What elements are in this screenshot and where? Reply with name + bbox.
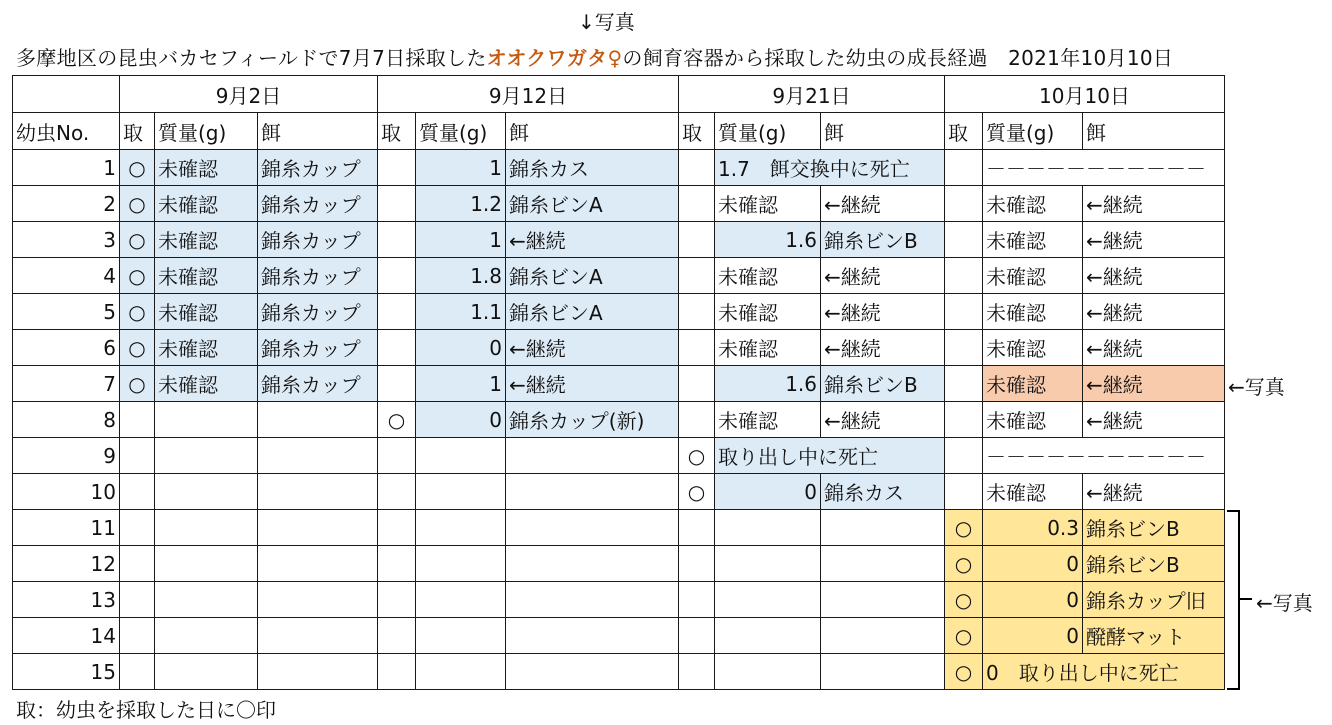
feed-cell: 錦糸カップ(新) [506,402,679,438]
larva-no-cell: 7 [13,366,120,402]
feed-cell: ←継続 [1083,330,1225,366]
larva-no-cell: 1 [13,150,120,186]
date-header: 10月10日 [945,76,1225,113]
mass-cell: 0 [416,330,506,366]
take-mark-cell [679,186,715,222]
header-mass: 質量(g) [715,113,821,150]
title-suffix: の飼育容器から採取した幼虫の成長経過 2021年10月10日 [622,46,1174,70]
feed-cell: 錦糸カップ [258,222,378,258]
feed-cell: ←継続 [821,258,945,294]
mass-cell: 未確認 [155,294,258,330]
take-mark-cell [378,510,416,546]
header-blank [13,76,120,113]
feed-cell: 錦糸カップ [258,186,378,222]
feed-cell: 錦糸ビンB [821,222,945,258]
mass-cell: 0 [983,618,1083,654]
mass-cell: 未確認 [983,402,1083,438]
feed-cell [258,474,378,510]
take-mark-cell [378,258,416,294]
take-mark-cell [679,546,715,582]
take-mark-cell: ○ [120,186,155,222]
feed-cell: 錦糸カップ [258,150,378,186]
take-mark-cell [378,150,416,186]
take-mark-cell [945,150,983,186]
take-mark-cell: ○ [679,438,715,474]
feed-cell [821,654,945,690]
feed-cell: 錦糸ビンB [821,366,945,402]
feed-cell: ←継続 [821,186,945,222]
mass-cell [715,546,821,582]
mass-cell [416,438,506,474]
take-mark-cell: ○ [120,150,155,186]
table-row [13,546,1225,582]
feed-cell: 錦糸ビンA [506,258,679,294]
take-mark-cell [679,258,715,294]
take-mark-cell [679,366,715,402]
title-prefix: 多摩地区の昆虫バカセフィールドで7月7日採取した [16,46,487,70]
take-mark-cell [679,582,715,618]
table-row [13,186,1225,222]
table-row [13,654,1225,690]
mass-cell: 1.6 [715,366,821,402]
mass-cell [416,618,506,654]
take-mark-cell: ○ [945,618,983,654]
header-mass: 質量(g) [983,113,1083,150]
column-header-row [13,113,1225,150]
larva-no-cell: 14 [13,618,120,654]
take-mark-cell [120,510,155,546]
take-mark-cell: ○ [378,402,416,438]
table-row [13,222,1225,258]
mass-cell: 未確認 [983,294,1083,330]
feed-cell: 錦糸カップ [258,330,378,366]
take-mark-cell [679,618,715,654]
mass-cell: 0 [983,582,1083,618]
mass-cell: 未確認 [155,150,258,186]
mass-cell: 未確認 [983,366,1083,402]
mass-cell: 1 [416,366,506,402]
table-row [13,150,1225,186]
mass-cell [155,546,258,582]
take-mark-cell [378,222,416,258]
header-feed: 餌 [821,113,945,150]
take-mark-cell [679,150,715,186]
feed-cell: 醗酵マット [1083,618,1225,654]
mass-cell: 未確認 [983,186,1083,222]
mass-cell: 0 [983,546,1083,582]
take-mark-cell: ○ [945,582,983,618]
photo-note-row7: ←写真 [1228,375,1285,399]
mass-cell: 1.8 [416,258,506,294]
date-header: 9月2日 [120,76,378,113]
take-mark-cell [378,186,416,222]
feed-cell [506,654,679,690]
note-cell: 取り出し中に死亡 [715,438,945,474]
table-row [13,330,1225,366]
mass-cell: 1 [416,222,506,258]
note-cell: 1.7 餌交換中に死亡 [715,150,945,186]
take-mark-cell: ○ [120,366,155,402]
table-row [13,510,1225,546]
take-mark-cell [945,186,983,222]
take-mark-cell [945,438,983,474]
feed-cell: ←継続 [506,366,679,402]
take-mark-cell [945,474,983,510]
take-mark-cell [378,546,416,582]
take-mark-cell [120,474,155,510]
feed-cell: ←継続 [1083,258,1225,294]
mass-cell: 未確認 [715,330,821,366]
mass-cell: 0 [416,402,506,438]
mass-cell [715,582,821,618]
feed-cell: ←継続 [821,330,945,366]
take-mark-cell: ○ [120,294,155,330]
table-row [13,366,1225,402]
mass-cell [155,582,258,618]
feed-cell: 錦糸ビンA [506,186,679,222]
table-row [13,258,1225,294]
table-row [13,618,1225,654]
take-mark-cell [945,258,983,294]
mass-cell [155,618,258,654]
mass-cell: 未確認 [983,330,1083,366]
take-mark-cell [679,402,715,438]
feed-cell [506,438,679,474]
feed-cell: ←継続 [1083,474,1225,510]
feed-cell: 錦糸ビンB [1083,510,1225,546]
larva-no-cell: 6 [13,330,120,366]
mass-cell: 0 [715,474,821,510]
footnote: 取：幼虫を採取した日に〇印 [16,698,276,722]
note-cell: 0 取り出し中に死亡 [983,654,1225,690]
take-mark-cell [378,438,416,474]
mass-cell: 1 [416,150,506,186]
feed-cell: ←継続 [506,330,679,366]
larva-no-cell: 5 [13,294,120,330]
larva-no-cell: 8 [13,402,120,438]
mass-cell: 未確認 [155,186,258,222]
mass-cell [416,510,506,546]
mass-cell: 未確認 [155,222,258,258]
mass-cell [715,510,821,546]
take-mark-cell [679,330,715,366]
feed-cell [821,510,945,546]
feed-cell: ←継続 [1083,222,1225,258]
header-larva-no: 幼虫No. [13,113,120,150]
larva-no-cell: 12 [13,546,120,582]
take-mark-cell [945,330,983,366]
mass-cell: 未確認 [155,258,258,294]
feed-cell [258,402,378,438]
take-mark-cell [945,222,983,258]
header-take: 取 [378,113,416,150]
mass-cell: 未確認 [715,258,821,294]
photo-note-bottom: ←写真 [1256,591,1313,615]
feed-cell [506,582,679,618]
mass-cell [155,474,258,510]
take-mark-cell [378,582,416,618]
mass-cell: 未確認 [715,186,821,222]
page-title [16,42,1173,71]
feed-cell [258,438,378,474]
take-mark-cell: ○ [679,474,715,510]
larva-no-cell: 9 [13,438,120,474]
take-mark-cell [120,654,155,690]
mass-cell: 1.2 [416,186,506,222]
feed-cell [258,582,378,618]
take-mark-cell [679,654,715,690]
mass-cell [715,654,821,690]
photo-note-top: ↓写真 [578,10,635,34]
growth-table [12,75,1225,690]
mass-cell [416,546,506,582]
table-row [13,582,1225,618]
header-take: 取 [945,113,983,150]
feed-cell: 錦糸カップ [258,366,378,402]
take-mark-cell [679,222,715,258]
take-mark-cell: ○ [120,330,155,366]
larva-no-cell: 2 [13,186,120,222]
larva-no-cell: 15 [13,654,120,690]
date-header-row [13,76,1225,113]
mass-cell [416,654,506,690]
feed-cell: ←継続 [821,402,945,438]
feed-cell: 錦糸カップ [258,258,378,294]
take-mark-cell [945,294,983,330]
feed-cell [506,618,679,654]
take-mark-cell [120,438,155,474]
feed-cell [258,654,378,690]
table-row [13,294,1225,330]
mass-cell: 未確認 [155,366,258,402]
feed-cell [506,510,679,546]
feed-cell: 錦糸カス [506,150,679,186]
feed-cell: 錦糸カップ [258,294,378,330]
header-mass: 質量(g) [155,113,258,150]
table-row [13,402,1225,438]
feed-cell: ←継続 [821,294,945,330]
title-highlight: オオクワガタ♀ [486,46,623,70]
feed-cell [258,618,378,654]
take-mark-cell: ○ [120,222,155,258]
take-mark-cell [378,366,416,402]
feed-cell [506,474,679,510]
take-mark-cell [378,330,416,366]
take-mark-cell [378,294,416,330]
mass-cell [155,510,258,546]
feed-cell [258,510,378,546]
take-mark-cell [120,618,155,654]
mass-cell: 未確認 [715,402,821,438]
take-mark-cell [679,294,715,330]
header-feed: 餌 [506,113,679,150]
feed-cell [821,582,945,618]
feed-cell: 錦糸カップ旧 [1083,582,1225,618]
take-mark-cell: ○ [945,510,983,546]
note-cell: －－－－－－－－－－－ [983,150,1225,186]
date-header: 9月12日 [378,76,679,113]
mass-cell [715,618,821,654]
mass-cell: 未確認 [983,474,1083,510]
mass-cell: 未確認 [983,222,1083,258]
feed-cell: ←継続 [1083,294,1225,330]
feed-cell: 錦糸ビンA [506,294,679,330]
feed-cell: 錦糸ビンB [1083,546,1225,582]
header-take: 取 [679,113,715,150]
take-mark-cell [120,546,155,582]
larva-no-cell: 3 [13,222,120,258]
header-take: 取 [120,113,155,150]
take-mark-cell: ○ [945,546,983,582]
feed-cell [506,546,679,582]
mass-cell [416,474,506,510]
larva-no-cell: 10 [13,474,120,510]
feed-cell [821,618,945,654]
feed-cell: ←継続 [506,222,679,258]
take-mark-cell: ○ [945,654,983,690]
take-mark-cell: ○ [120,258,155,294]
mass-cell: 1.6 [715,222,821,258]
mass-cell: 1.1 [416,294,506,330]
take-mark-cell [945,366,983,402]
feed-cell [258,546,378,582]
mass-cell [155,654,258,690]
mass-cell: 0.3 [983,510,1083,546]
feed-cell: ←継続 [1083,402,1225,438]
mass-cell [155,438,258,474]
take-mark-cell [378,618,416,654]
take-mark-cell [378,654,416,690]
table-row [13,438,1225,474]
feed-cell: ←継続 [1083,186,1225,222]
note-cell: －－－－－－－－－－－ [983,438,1225,474]
mass-cell: 未確認 [155,330,258,366]
mass-cell: 未確認 [715,294,821,330]
header-feed: 餌 [1083,113,1225,150]
larva-no-cell: 4 [13,258,120,294]
header-feed: 餌 [258,113,378,150]
take-mark-cell [945,402,983,438]
header-mass: 質量(g) [416,113,506,150]
mass-cell: 未確認 [983,258,1083,294]
mass-cell [416,582,506,618]
feed-cell: 錦糸カス [821,474,945,510]
date-header: 9月21日 [679,76,945,113]
take-mark-cell [120,402,155,438]
take-mark-cell [120,582,155,618]
feed-cell [821,546,945,582]
take-mark-cell [378,474,416,510]
table-row [13,474,1225,510]
larva-no-cell: 11 [13,510,120,546]
larva-no-cell: 13 [13,582,120,618]
mass-cell [155,402,258,438]
feed-cell: ←継続 [1083,366,1225,402]
take-mark-cell [679,510,715,546]
